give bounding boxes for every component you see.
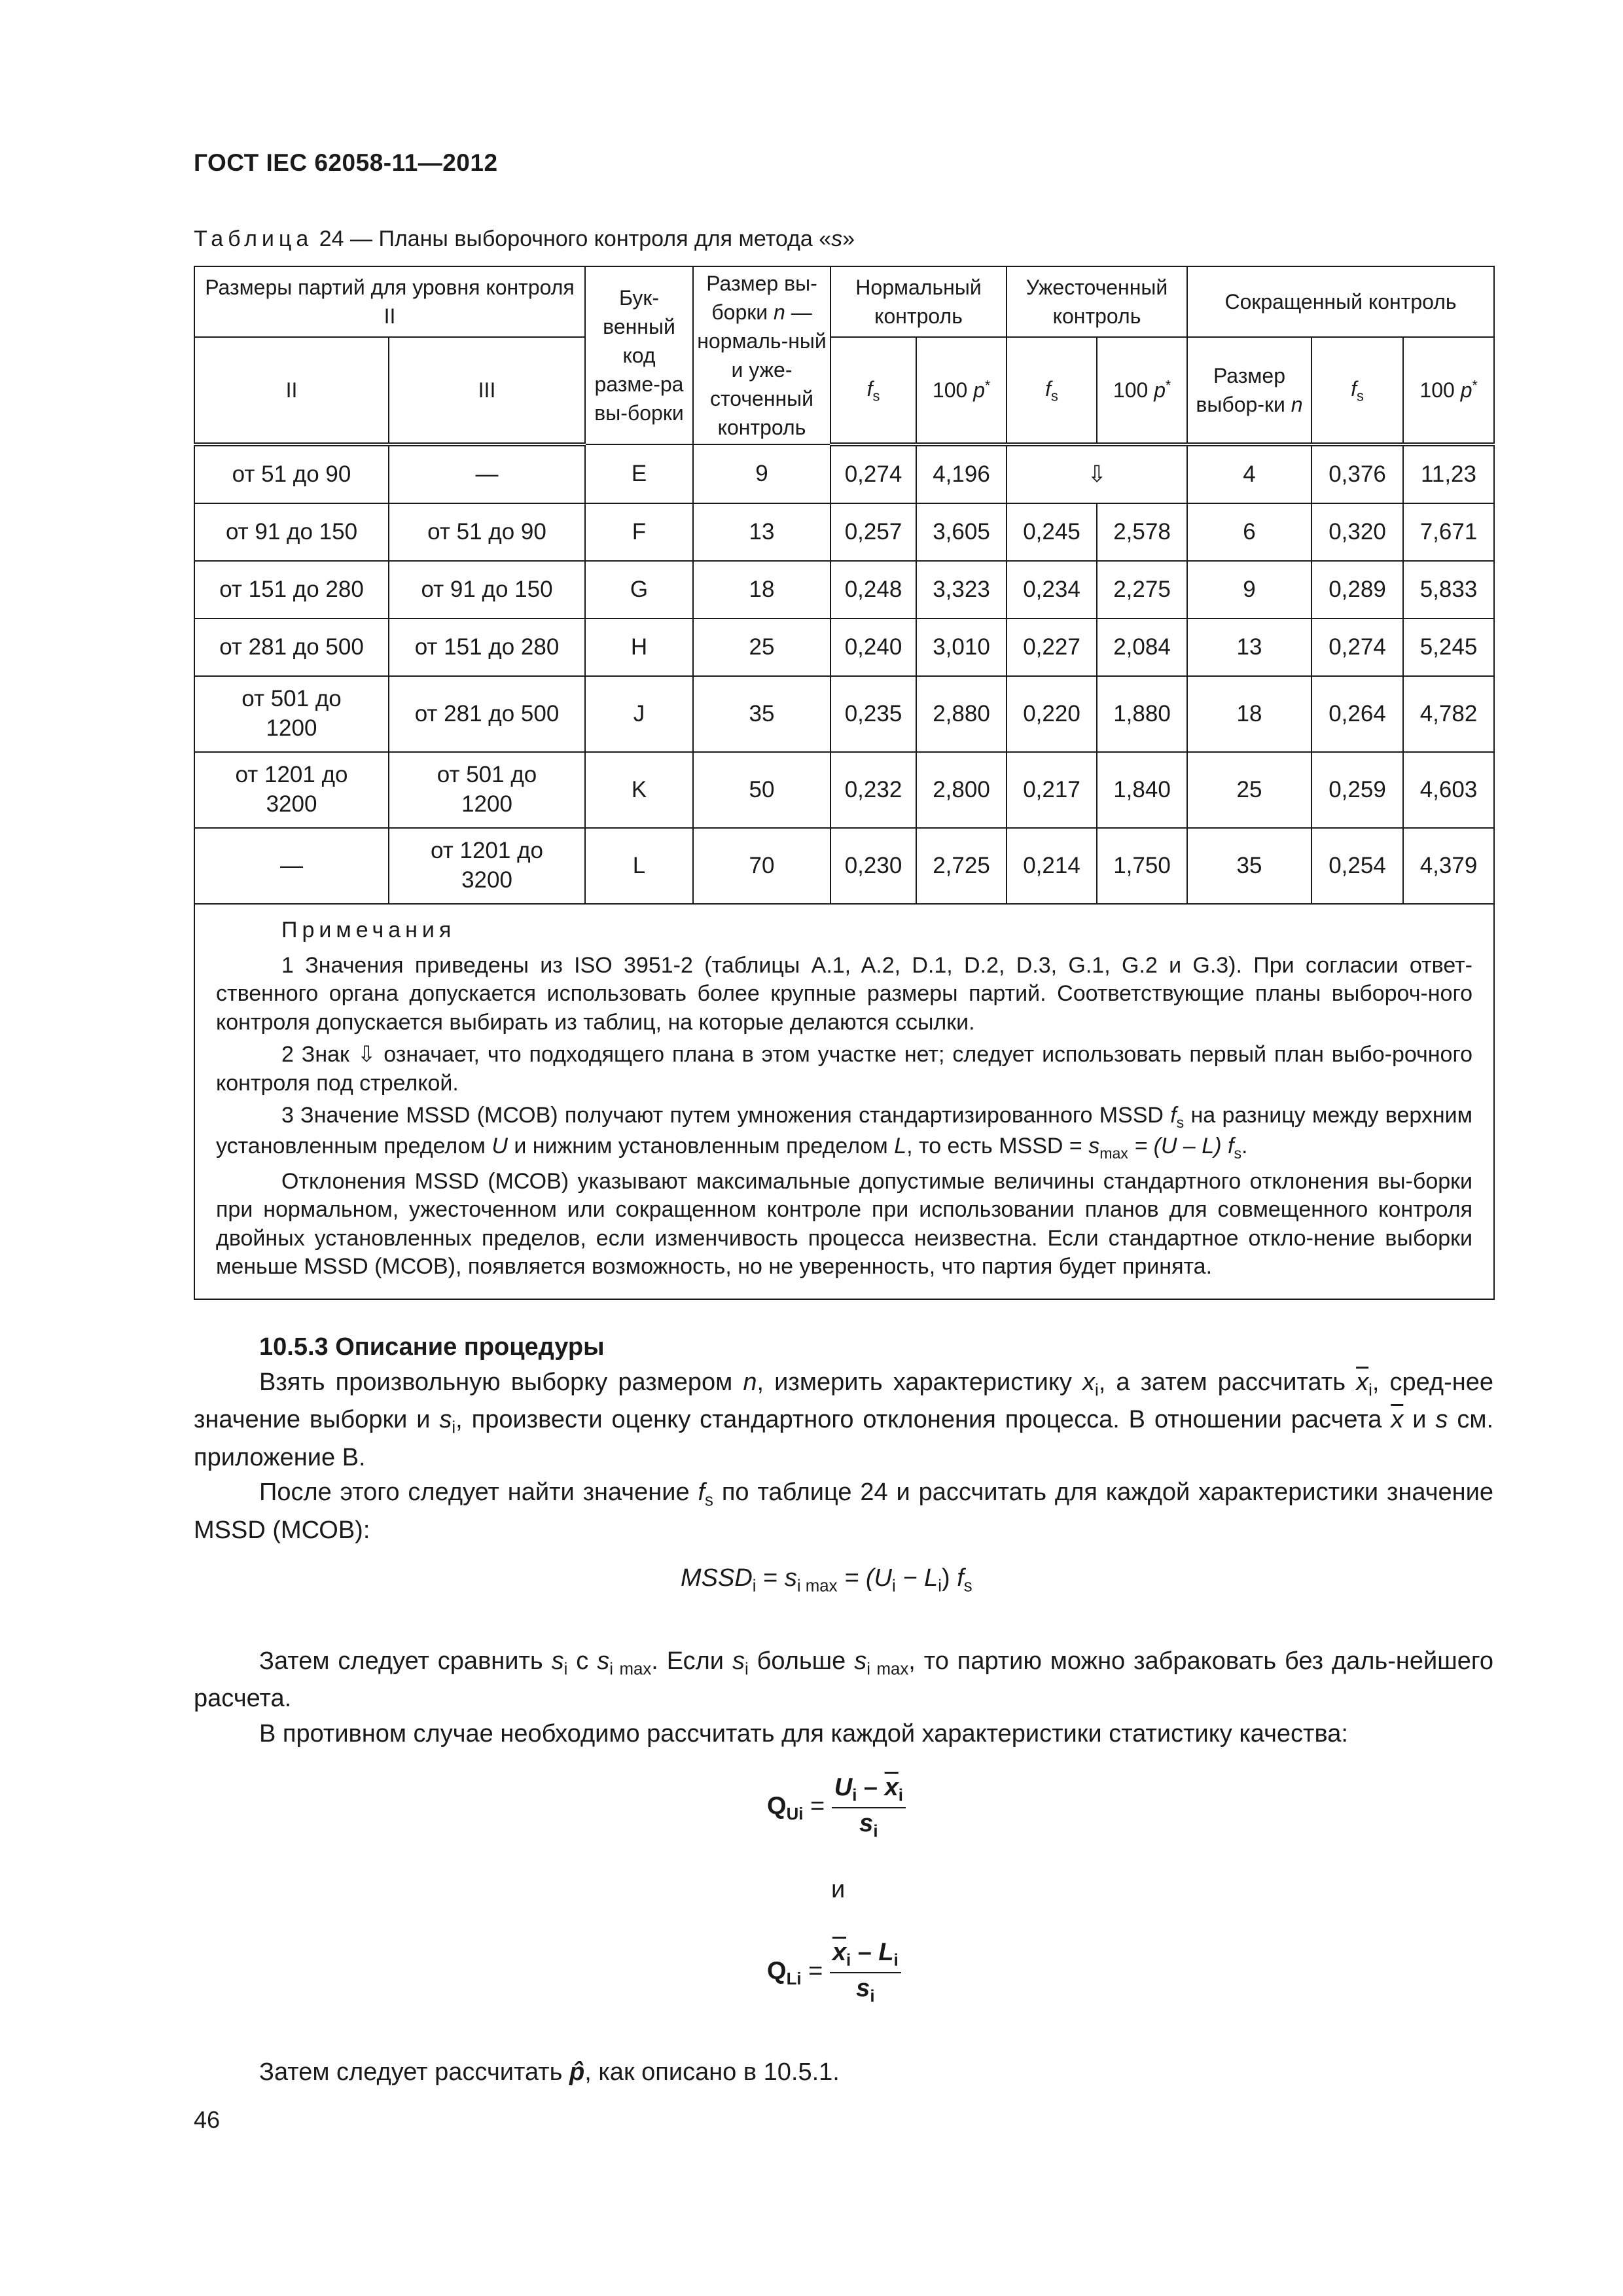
cell-sample-n: 13 [693, 503, 830, 561]
page-number: 46 [194, 2106, 221, 2133]
table-header-row [194, 266, 1494, 337]
f3-sub: Li [786, 1970, 802, 1989]
cell-reduced-fs: 0,274 [1311, 619, 1403, 676]
p-star: * [1165, 378, 1171, 393]
cell-reduced-fs: 0,376 [1311, 444, 1403, 503]
f3-xi: i [846, 1951, 851, 1970]
table-caption-label: Таблица [194, 226, 313, 251]
cell-code: J [585, 676, 693, 752]
p1-i3: i [452, 1418, 456, 1437]
p1-n: n [743, 1368, 757, 1396]
p3-imax: i max [609, 1660, 652, 1679]
f2-s: s [859, 1809, 874, 1837]
down-arrow-icon: ⇩ [357, 1042, 376, 1067]
p1-part-b: , измерить характеристику [757, 1368, 1072, 1396]
table-caption-method: s [831, 226, 843, 251]
f2-si: i [873, 1822, 878, 1841]
paragraph-1 [194, 1365, 1493, 1476]
p3-part-b: с [576, 1647, 589, 1675]
header-lot-sizes: Размеры партий для уровня контроля II [194, 266, 585, 337]
cell-normal-100p: 2,880 [916, 676, 1007, 752]
note-1: 1 Значения приведены из ISO 3951-2 (таблицы A.1, A.2, D.1, D.2, D.3, G.1, G.2 и G.3). При согласии ответ-ственного органа допускается использовать более крупные размеры партий. Соответствующие планы выбороч-ного контроля допускается выбирать из таблиц, на которые делаются ссылки. [216, 952, 1473, 1035]
note-3 [216, 1102, 1472, 1164]
f1-i: i [752, 1577, 757, 1596]
f3-s: s [856, 1974, 870, 2002]
cell-lot-iii: от 501 до 1200 [389, 752, 585, 828]
p3-i2: i [744, 1660, 749, 1679]
p1-part-a: Взять произвольную выборку размером [259, 1368, 733, 1396]
cell-normal-fs: 0,232 [830, 752, 916, 828]
p2-part-a: После этого следует найти значение [259, 1479, 690, 1507]
p3-s: s [551, 1647, 564, 1675]
cell-reduced-100p: 7,671 [1403, 503, 1494, 561]
header-level-iii: III [389, 337, 585, 444]
note-3-s-var: s [1088, 1134, 1100, 1159]
cell-tightened-100p: 2,084 [1097, 619, 1187, 676]
f1-f: f [957, 1564, 964, 1592]
header-tightened-control: Ужесточенный контроль [1007, 266, 1187, 337]
p1-x2: $\overline{x}$ [1356, 1368, 1369, 1396]
f1-fs: s [963, 1577, 972, 1596]
table-row [194, 444, 1494, 503]
table-caption-text: 24 — Планы выборочного контроля для метода « [313, 226, 832, 251]
cell-lot-iii: — [389, 444, 585, 503]
down-arrow-icon: ⇩ [1007, 444, 1187, 503]
notes-title: Примечания [281, 918, 456, 942]
cell-tightened-100p: 2,578 [1097, 503, 1187, 561]
note-3-L: L [894, 1134, 907, 1159]
paragraph-5 [194, 2055, 1493, 2090]
f3-denominator [830, 1973, 901, 2007]
f1-i3: i [938, 1577, 942, 1596]
cell-reduced-100p: 5,245 [1403, 619, 1494, 676]
p1-i: i [1095, 1381, 1099, 1400]
p3-part-c: . Если [651, 1647, 724, 1675]
fs-subscript: s [1051, 387, 1058, 404]
note-3-U: U [491, 1134, 508, 1159]
paragraph-4: В противном случае необходимо рассчитать для каждой характеристики статистику качества: [259, 1720, 1348, 1748]
p-symbol: p [973, 378, 985, 402]
section-title: 10.5.3 Описание процедуры [259, 1333, 605, 1361]
cell-reduced-n: 13 [1187, 619, 1311, 676]
formula-qu [767, 1774, 906, 1841]
note-3-f: f [1170, 1103, 1177, 1128]
header-sample-size-label: Размер вы-борки [706, 271, 817, 324]
f2-denominator [832, 1808, 906, 1842]
cell-tightened-fs: 0,245 [1007, 503, 1097, 561]
cell-reduced-n: 4 [1187, 444, 1311, 503]
cell-lot-ii: от 51 до 90 [194, 444, 389, 503]
cell-reduced-n: 9 [1187, 561, 1311, 619]
cell-code: F [585, 503, 693, 561]
cell-sample-n: 70 [693, 828, 830, 904]
header-sample-size [693, 266, 830, 444]
cell-reduced-100p: 5,833 [1403, 561, 1494, 619]
note-3-f2: f [1227, 1134, 1234, 1159]
fs-symbol: f [866, 376, 873, 401]
cell-lot-iii: от 151 до 280 [389, 619, 585, 676]
table-row [194, 676, 1494, 752]
p1-part-c: , а затем рассчитать [1098, 1368, 1346, 1396]
page-header: ГОСТ IEC 62058-11—2012 [194, 149, 498, 176]
f1-s: s [784, 1564, 797, 1592]
procedure-section [194, 1330, 1493, 1549]
final-section [194, 2055, 1493, 2090]
header-normal-100p [916, 337, 1007, 444]
header-normal-control: Нормальный контроль [830, 266, 1007, 337]
cell-reduced-100p: 4,782 [1403, 676, 1494, 752]
p-symbol: p [1154, 378, 1166, 402]
header-sample-size-rest: — нормаль-ный и уже-сточенный контроль [697, 300, 827, 440]
f3-lhs: Q [767, 1957, 787, 1985]
p5-part-b: , как описано в 10.5.1. [584, 2058, 840, 2086]
header-reduced-size [1187, 337, 1311, 444]
f1-imax: i max [796, 1577, 838, 1596]
cell-normal-fs: 0,257 [830, 503, 916, 561]
header-reduced-100p [1403, 337, 1494, 444]
table-subheader-row [194, 337, 1494, 444]
p1-x3: $\overline{x}$ [1391, 1406, 1404, 1434]
note-3-s: s [1176, 1113, 1185, 1131]
paragraph-2 [194, 1475, 1493, 1548]
cell-tightened-100p: 1,880 [1097, 676, 1187, 752]
f3-minus: – [851, 1939, 879, 1966]
reduced-size-n: n [1291, 393, 1303, 416]
note-3-part-e: = (U – L) [1134, 1134, 1222, 1159]
f2-ui: i [852, 1786, 857, 1805]
note-3-end: . [1241, 1134, 1248, 1159]
p1-part-d: , сред-нее значение выборки и [194, 1368, 1494, 1434]
cell-lot-ii: от 91 до 150 [194, 503, 389, 561]
cell-tightened-100p: 2,275 [1097, 561, 1187, 619]
cell-reduced-fs: 0,259 [1311, 752, 1403, 828]
cell-code: E [585, 444, 693, 503]
note-3-s3: s [1234, 1145, 1241, 1162]
p2-part-b: по таблице 24 и рассчитать для каждой характеристики значение MSSD (МСОВ): [194, 1479, 1493, 1544]
p1-x: x [1082, 1368, 1096, 1396]
p3-part-d: больше [757, 1647, 846, 1675]
table-row [194, 619, 1494, 676]
f3-numerator [830, 1939, 901, 1973]
fs-subscript: s [872, 387, 880, 404]
cell-reduced-fs: 0,320 [1311, 503, 1403, 561]
table-notes [194, 904, 1494, 1299]
f2-sub: Ui [786, 1805, 804, 1824]
100p-number: 100 [1419, 378, 1455, 402]
sampling-plans-table [194, 266, 1495, 1300]
p3-s2: s [597, 1647, 610, 1675]
p5-part-a: Затем следует рассчитать [259, 2058, 563, 2086]
header-reduced-control: Сокращенный контроль [1187, 266, 1494, 337]
f2-numerator [832, 1774, 906, 1808]
cell-lot-ii: от 1201 до 3200 [194, 752, 389, 828]
cell-sample-n: 18 [693, 561, 830, 619]
f1-rest: = (U [844, 1564, 893, 1592]
f1-eq: = [763, 1564, 778, 1592]
f2-minus: – [857, 1774, 885, 1801]
note-4: Отклонения MSSD (МСОВ) указывают максимальные допустимые величины стандартного отклонения вы-борки при нормальном, ужесточенном или сокращенном контроле при использовании планов для совмещенного контроля двойных установленных пределов, если изменчивость процесса неизвестна. Если стандартное откло-нение выборки меньше MSSD (МСОВ), появляется возможность, но не уверенность, что партия будет принята. [216, 1168, 1473, 1280]
formula-mssd [681, 1564, 972, 1596]
header-reduced-fs [1311, 337, 1403, 444]
cell-code: G [585, 561, 693, 619]
reduced-size-label: Размер выбор-ки [1196, 363, 1285, 416]
p2-s: s [705, 1492, 713, 1511]
f2-u: U [834, 1774, 853, 1801]
cell-lot-iii: от 51 до 90 [389, 503, 585, 561]
fs-symbol: f [1045, 376, 1051, 401]
formula-ql [767, 1939, 901, 2006]
cell-tightened-fs: 0,220 [1007, 676, 1097, 752]
cell-normal-fs: 0,235 [830, 676, 916, 752]
cell-tightened-100p: 1,840 [1097, 752, 1187, 828]
cell-code: L [585, 828, 693, 904]
cell-lot-iii: от 1201 до 3200 [389, 828, 585, 904]
f1-minus: − L [902, 1564, 938, 1592]
cell-tightened-fs: 0,214 [1007, 828, 1097, 904]
100p-number: 100 [1113, 378, 1149, 402]
p1-s2: s [1435, 1406, 1448, 1434]
p3-part-a: Затем следует сравнить [259, 1647, 543, 1675]
f3-fraction [830, 1939, 901, 2006]
f2-fraction [832, 1774, 906, 1841]
cell-normal-100p: 3,323 [916, 561, 1007, 619]
f3-si: i [870, 1987, 875, 2006]
note-3-part-d: , то есть MSSD = [906, 1134, 1082, 1159]
fs-subscript: s [1357, 387, 1364, 404]
cell-reduced-fs: 0,289 [1311, 561, 1403, 619]
cell-code: H [585, 619, 693, 676]
f2-xi: i [898, 1786, 903, 1805]
p1-i2: i [1368, 1381, 1372, 1400]
f1-lhs: MSSD [681, 1564, 753, 1592]
cell-lot-iii: от 281 до 500 [389, 676, 585, 752]
cell-lot-ii: от 281 до 500 [194, 619, 389, 676]
f3-l: L [878, 1939, 894, 1966]
header-tightened-fs [1007, 337, 1097, 444]
cell-reduced-n: 35 [1187, 828, 1311, 904]
p-star: * [1472, 378, 1478, 393]
p3-s3: s [732, 1647, 745, 1675]
cell-tightened-fs: 0,234 [1007, 561, 1097, 619]
f2-eq: = [810, 1792, 825, 1820]
header-tightened-100p [1097, 337, 1187, 444]
p3-imax2: i max [866, 1660, 909, 1679]
fs-symbol: f [1351, 376, 1357, 401]
p3-part-e: , то партию можно забраковать без даль-нейшего расчета. [194, 1647, 1494, 1713]
paragraph-3 [194, 1644, 1493, 1717]
cell-normal-100p: 4,196 [916, 444, 1007, 503]
cell-normal-fs: 0,274 [830, 444, 916, 503]
note-3-part-b: на разницу между верхним установленным пределом [216, 1103, 1473, 1159]
note-2-rest: означает, что подходящего плана в этом участке нет; следует использовать первый план выбо-рочного контроля под стрелкой. [216, 1042, 1473, 1096]
note-3-part-a: 3 Значение MSSD (МСОВ) получают путем умножения стандартизированного MSSD [281, 1103, 1164, 1128]
cell-reduced-fs: 0,254 [1311, 828, 1403, 904]
note-3-part-c: и нижним установленным пределом [514, 1134, 888, 1159]
table-row [194, 828, 1494, 904]
cell-sample-n: 9 [693, 444, 830, 503]
p1-part-e: , произвести оценку стандартного отклонения процесса. В отношении расчета [455, 1406, 1382, 1434]
cell-lot-iii: от 91 до 150 [389, 561, 585, 619]
cell-sample-n: 50 [693, 752, 830, 828]
cell-lot-ii: от 151 до 280 [194, 561, 389, 619]
cell-normal-100p: 3,605 [916, 503, 1007, 561]
p3-s4: s [854, 1647, 867, 1675]
cell-reduced-100p: 4,379 [1403, 828, 1494, 904]
cell-normal-fs: 0,248 [830, 561, 916, 619]
cell-normal-fs: 0,230 [830, 828, 916, 904]
cell-sample-n: 35 [693, 676, 830, 752]
p-symbol: p [1460, 378, 1472, 402]
p2-f: f [698, 1479, 705, 1507]
f1-close: ) [941, 1564, 950, 1592]
note-3-max: max [1099, 1145, 1128, 1162]
cell-tightened-fs: 0,227 [1007, 619, 1097, 676]
comparison-section [194, 1644, 1493, 1752]
p1-s: s [439, 1406, 452, 1434]
p1-part-g: см. приложение B. [194, 1406, 1494, 1471]
cell-normal-100p: 2,725 [916, 828, 1007, 904]
table-caption-close: » [842, 226, 855, 251]
cell-lot-ii: — [194, 828, 389, 904]
p-star: * [984, 378, 991, 393]
cell-reduced-n: 6 [1187, 503, 1311, 561]
p1-part-f: и [1412, 1406, 1427, 1434]
f3-x: $\overline{x}$ [832, 1939, 846, 1966]
table-row [194, 503, 1494, 561]
f3-eq: = [808, 1957, 823, 1985]
cell-lot-ii: от 501 до 1200 [194, 676, 389, 752]
f1-i2: i [892, 1577, 896, 1596]
notes-row [194, 904, 1494, 1299]
cell-reduced-100p: 4,603 [1403, 752, 1494, 828]
100p-number: 100 [932, 378, 968, 402]
cell-tightened-100p: 1,750 [1097, 828, 1187, 904]
cell-normal-100p: 3,010 [916, 619, 1007, 676]
cell-sample-n: 25 [693, 619, 830, 676]
f2-lhs: Q [767, 1792, 787, 1820]
cell-normal-100p: 2,800 [916, 752, 1007, 828]
table-row [194, 561, 1494, 619]
cell-reduced-n: 25 [1187, 752, 1311, 828]
cell-reduced-fs: 0,264 [1311, 676, 1403, 752]
cell-reduced-n: 18 [1187, 676, 1311, 752]
and-word: и [831, 1876, 846, 1903]
header-code-letter: Бук-венный код разме-ра вы-борки [585, 266, 693, 444]
cell-tightened-fs: 0,217 [1007, 752, 1097, 828]
header-level-ii: II [194, 337, 389, 444]
note-2 [216, 1041, 1472, 1098]
note-2-start: 2 Знак [281, 1042, 349, 1067]
p5-p-hat: p̂ [569, 2058, 585, 2086]
f2-x: $\overline{x}$ [884, 1774, 899, 1801]
cell-code: K [585, 752, 693, 828]
cell-normal-fs: 0,240 [830, 619, 916, 676]
f3-li: i [893, 1951, 899, 1970]
table-row [194, 752, 1494, 828]
p3-i: i [563, 1660, 568, 1679]
cell-reduced-100p: 11,23 [1403, 444, 1494, 503]
table-caption [194, 226, 855, 252]
header-sample-size-n: n [774, 300, 785, 324]
header-normal-fs [830, 337, 916, 444]
